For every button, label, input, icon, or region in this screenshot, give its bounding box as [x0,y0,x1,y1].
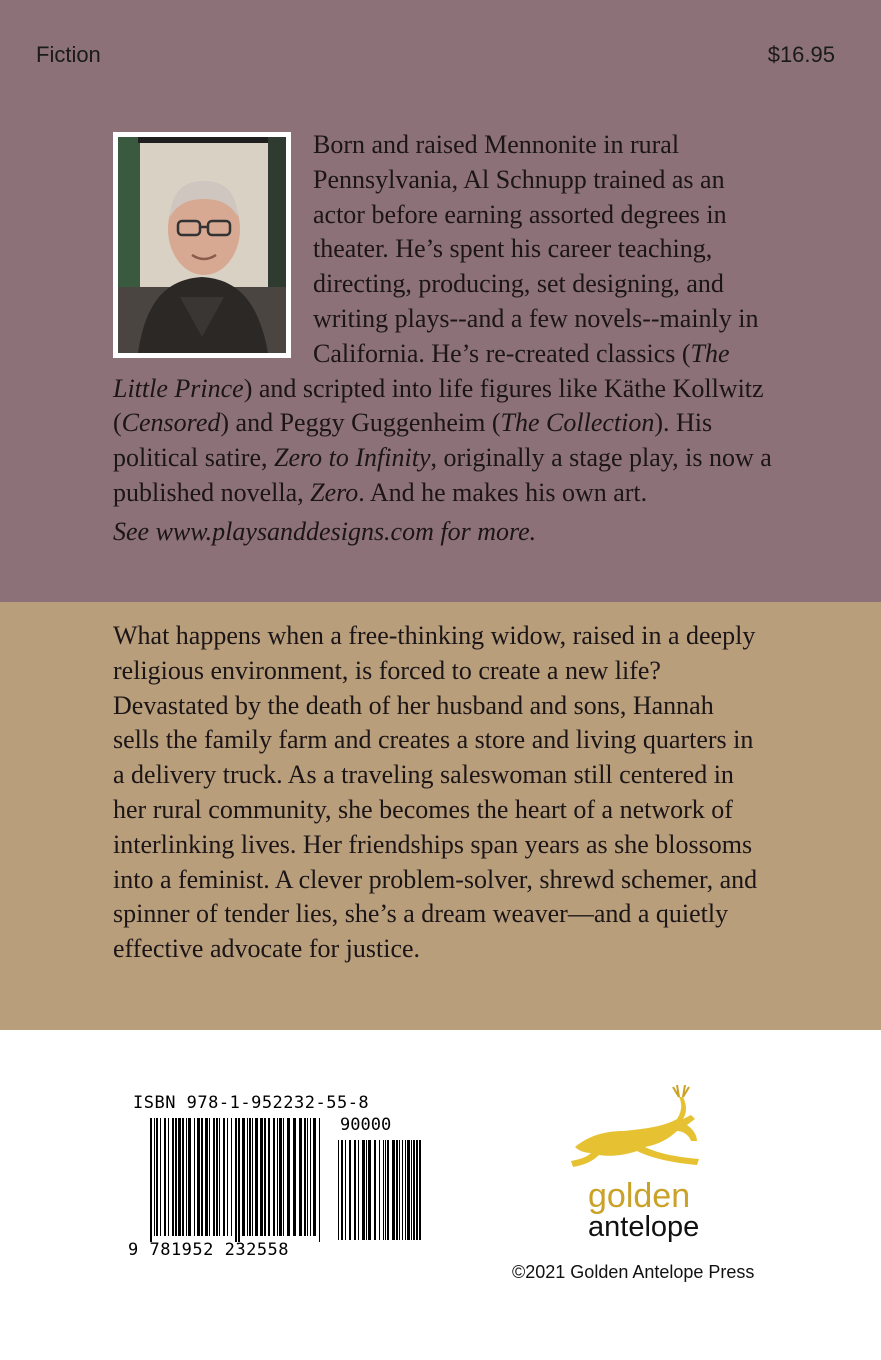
price-label: $16.95 [767,42,835,67]
barcode-bar [238,1118,240,1242]
barcode-addon-bar [405,1140,406,1240]
copyright-notice: ©2021 Golden Antelope Press [512,1262,755,1282]
barcode-bar [273,1118,275,1236]
barcode-addon-bar [407,1140,410,1240]
barcode-addon-bar [411,1140,412,1240]
bio-text-segment: . And he makes his own art. [358,477,648,507]
price-code: 90000 [340,1115,392,1135]
barcode-bar [293,1118,296,1236]
antelope-logo-icon [565,1085,725,1175]
synopsis-text: What happens when a free-thinking widow, raised in a deeply religious environment, is forced to create a new life? Devastated by the death of her husband and sons, Hannah sells the family farm and creates a store and living quarters in a delivery truck. As a traveling saleswoman still centered in her rural community, she becomes the heart of a network of interlinking lives. Her friendships span years as she blossoms into a feminist. A clever problem-solver, shrewd schemer, and spinner of tender lies, she’s a dream weaver—and a quietly effective advocate for justice. [113,621,758,964]
barcode-addon-bar [402,1140,403,1240]
author-bio [113,128,773,550]
author-photo [113,132,291,358]
barcode-bar [247,1118,248,1236]
barcode-bar [154,1118,155,1236]
barcode-bar [249,1118,251,1236]
barcode-bar [213,1118,215,1236]
genre-label: Fiction [36,42,101,67]
barcode-addon-bar [354,1140,356,1240]
barcode-bar [182,1118,184,1236]
barcode-addon-bar [392,1140,395,1240]
barcode-bar [264,1118,266,1236]
barcode-addon-bar [368,1140,371,1240]
barcode-bar [227,1118,228,1236]
author-portrait-icon [118,137,286,353]
barcode-bar [252,1118,253,1236]
bio-title-italic: The Little Prince [113,338,730,403]
publisher-brand-line2: antelope [588,1211,700,1243]
barcode-bar [175,1118,177,1236]
barcode-bar [283,1118,284,1236]
isbn-label: ISBN 978-1-952232-55-8 [133,1093,370,1113]
barcode-bar [160,1118,161,1236]
barcode-bar [319,1118,320,1242]
barcode-bar [279,1118,282,1236]
barcode-bar [205,1118,208,1236]
barcode-addon-bar [387,1140,389,1240]
barcode-bar [197,1118,200,1236]
barcode-bar [194,1118,195,1236]
barcode-bar [287,1118,290,1236]
barcode-bar [219,1118,220,1236]
barcode-bar [150,1118,152,1242]
bio-text-segment: ). His political satire, [113,408,713,473]
barcode-addon-bar [349,1140,351,1240]
barcode-bar [172,1118,174,1236]
barcode-bar [168,1118,169,1236]
barcode-icon [146,1118,426,1242]
barcode-bar [186,1118,187,1236]
barcode-addon-bar [419,1140,421,1240]
barcode-addon-bar [338,1140,339,1240]
bio-title-italic: The Collection [500,408,655,438]
barcode-bar [310,1118,311,1236]
barcode-addon-bar [345,1140,346,1240]
bio-title-italic: Zero to Infinity [274,443,431,473]
barcode-bar [255,1118,258,1236]
bio-text-segment: , originally a stage play, is now a published novella, [113,443,772,507]
barcode-bar [188,1118,191,1236]
website-line: See www.playsanddesigns.com for more. [113,516,537,546]
publisher-brand-line1: golden [588,1177,691,1215]
barcode-bar [304,1118,306,1236]
barcode-addon-bar [399,1140,400,1240]
barcode-bar [201,1118,203,1236]
bio-text-segment: Born and raised Mennonite in rural Pennsylvania, Al Schnupp trained as an actor before earning assorted degrees in theater. He’s spent his career teaching, directing, producing, set designing, and writing plays--and a few novels--mainly in California. He’s re-created classics ( [313,130,759,368]
barcode-addon-bar [374,1140,376,1240]
barcode-bar [260,1118,263,1236]
barcode-bar [164,1118,166,1236]
barcode-bar [235,1118,237,1242]
barcode-bar [216,1118,218,1236]
barcode-addon-bar [358,1140,359,1240]
barcode-bar [313,1118,316,1236]
barcode-bar [299,1118,302,1236]
barcode-addon-bar [362,1140,365,1240]
barcode-bar [209,1118,210,1236]
barcode-addon-bar [383,1140,384,1240]
ean-number: 9 781952 232558 [128,1240,290,1260]
barcode-addon-bar [385,1140,386,1240]
barcode-bar [268,1118,270,1236]
barcode-bar [277,1118,278,1236]
barcode-bar [231,1118,232,1236]
bio-text-segment: ) and scripted into life figures like Käthe Kollwitz ( [113,373,764,438]
footer-section [0,1030,881,1360]
barcode-bar [178,1118,181,1236]
barcode-addon-bar [413,1140,415,1240]
barcode-addon-bar [341,1140,343,1240]
barcode-addon-bar [366,1140,367,1240]
barcode-bar [156,1118,158,1236]
barcode-bar [223,1118,225,1236]
barcode-bar [307,1118,308,1236]
barcode-bar [242,1118,245,1236]
bio-title-italic: Censored [121,408,221,438]
bio-text-segment: ) and Peggy Guggenheim ( [220,408,501,438]
barcode-addon-bar [379,1140,380,1240]
bio-title-italic: Zero [310,477,359,507]
barcode-addon-bar [416,1140,418,1240]
barcode-addon-bar [396,1140,398,1240]
